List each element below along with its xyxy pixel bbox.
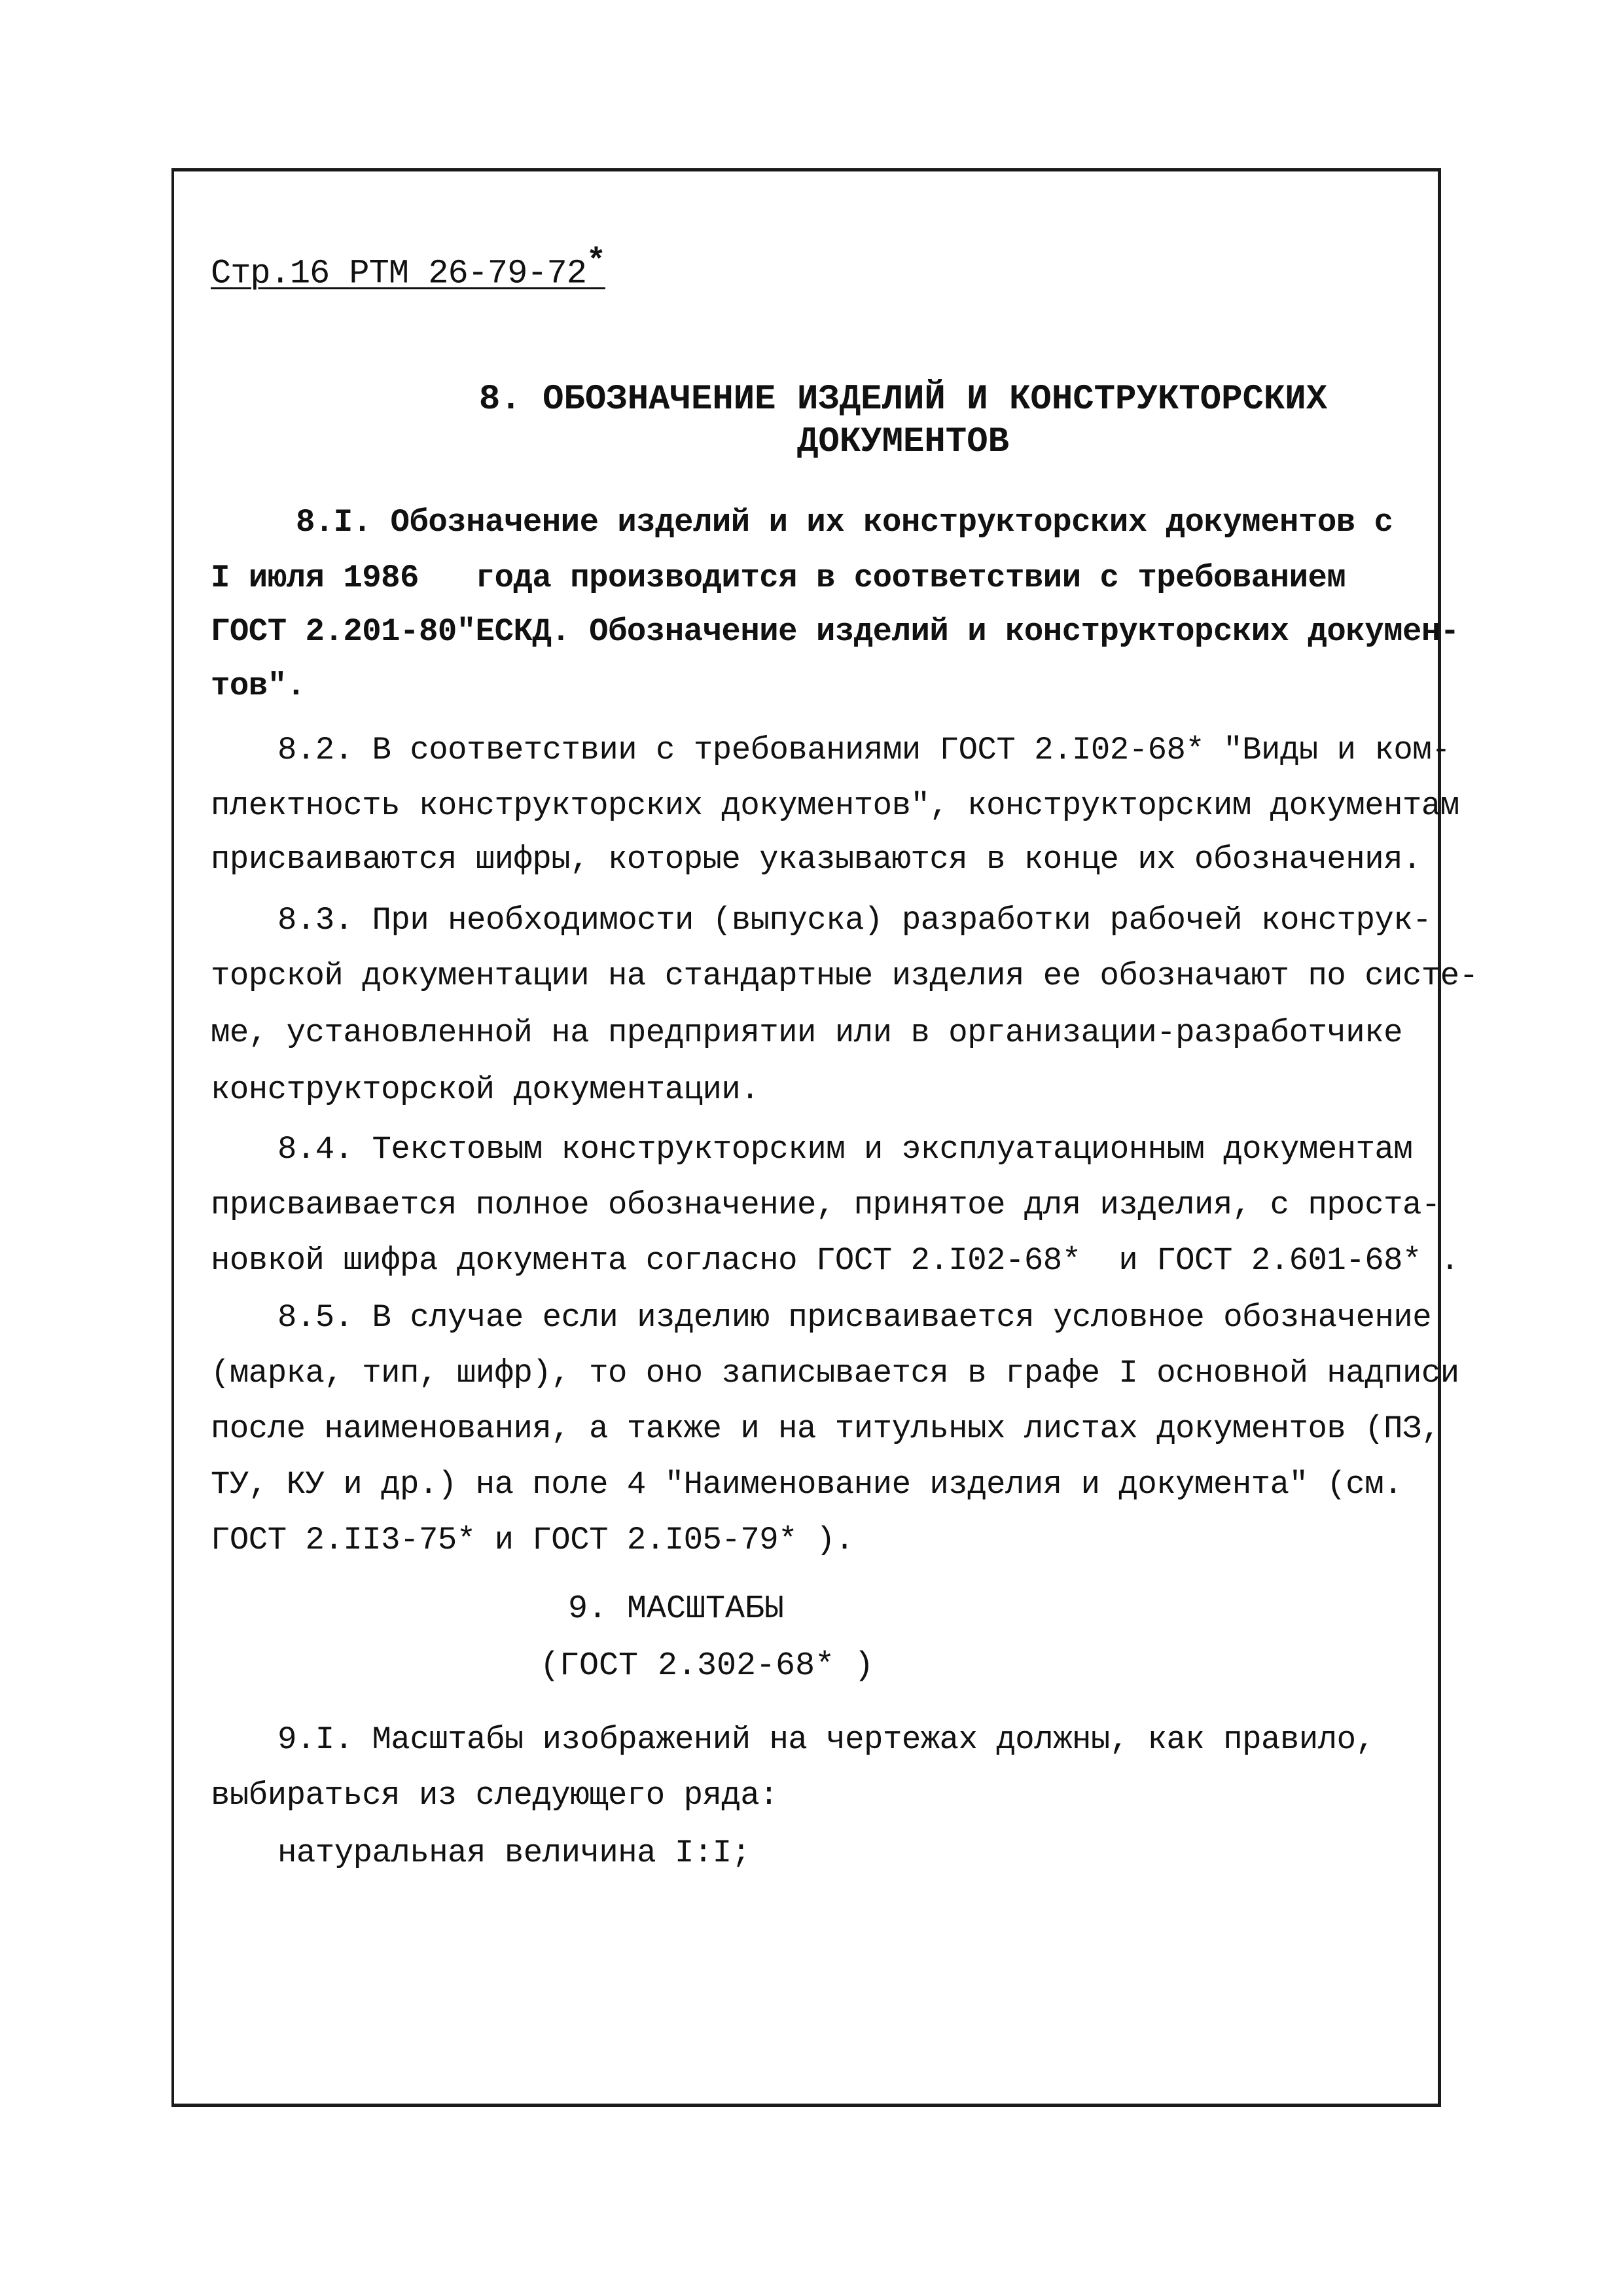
section-8-title: 8. ОБОЗНАЧЕНИЕ ИЗДЕЛИЙ И КОНСТРУКТОРСКИХ bbox=[478, 380, 1328, 420]
paragraph-8-3-line: конструкторской документации. bbox=[211, 1071, 760, 1108]
paragraph-8-1-line: 8.I. Обозначение изделий и их конструкторских документов с bbox=[296, 504, 1393, 541]
paragraph-8-5-line: (марка, тип, шифр), то оно записывается в графе I основной надписи bbox=[211, 1355, 1459, 1391]
paragraph-8-5-line: после наименования, а также и на титульных листах документов (ПЗ, bbox=[211, 1410, 1440, 1447]
paragraph-8-5-line: 8.5. В случае если изделию присваивается условное обозначение bbox=[277, 1299, 1432, 1336]
page-reference: Стр.16 РТМ 26-79-72 bbox=[211, 254, 586, 293]
paragraph-8-1-line: I июля 1986 года производится в соответствии с требованием bbox=[211, 560, 1346, 596]
section-9-title: 9. МАСШТАБЫ bbox=[568, 1590, 785, 1628]
paragraph-8-1-line: ГОСТ 2.201-80"ЕСКД. Обозначение изделий и конструкторских докумен- bbox=[211, 613, 1459, 650]
paragraph-8-3-line: торской документации на стандартные изделия ее обозначают по систе- bbox=[211, 958, 1478, 994]
section-8-title-continued: ДОКУМЕНТОВ bbox=[796, 422, 1010, 462]
paragraph-8-4-line: 8.4. Текстовым конструкторским и эксплуатационным документам bbox=[277, 1131, 1413, 1168]
paragraph-8-3-line: ме, установленной на предприятии или в организации-разработчике bbox=[211, 1014, 1403, 1051]
paragraph-9-1-line: 9.I. Масштабы изображений на чертежах должны, как правило, bbox=[277, 1721, 1375, 1758]
paragraph-8-4-line: новкой шифра документа согласно ГОСТ 2.I02-68* и ГОСТ 2.601-68* . bbox=[211, 1242, 1459, 1279]
paragraph-8-5-line: ТУ, КУ и др.) на поле 4 "Наименование изделия и документа" (см. bbox=[211, 1466, 1403, 1503]
paragraph-9-1-line: выбираться из следующего ряда: bbox=[211, 1777, 779, 1814]
paragraph-8-2-line: плектность конструкторских документов", конструкторским документам bbox=[211, 787, 1459, 824]
revision-star: * bbox=[586, 243, 605, 281]
paragraph-8-3-line: 8.3. При необходимости (выпуска) разработки рабочей конструк- bbox=[277, 902, 1432, 939]
page-header bbox=[211, 243, 605, 293]
paragraph-8-2-line: 8.2. В соответствии с требованиями ГОСТ 2.I02-68* "Виды и ком- bbox=[277, 732, 1451, 768]
paragraph-9-1-line: натуральная величина I:I; bbox=[277, 1835, 751, 1871]
paragraph-8-5-line: ГОСТ 2.II3-75* и ГОСТ 2.I05-79* ). bbox=[211, 1522, 854, 1558]
paragraph-8-1-line: тов". bbox=[211, 668, 306, 704]
paragraph-8-2-line: присваиваются шифры, которые указываются в конце их обозначения. bbox=[211, 841, 1421, 878]
paragraph-8-4-line: присваивается полное обозначение, принятое для изделия, с проста- bbox=[211, 1187, 1440, 1223]
section-9-subtitle: (ГОСТ 2.302-68* ) bbox=[540, 1647, 874, 1685]
